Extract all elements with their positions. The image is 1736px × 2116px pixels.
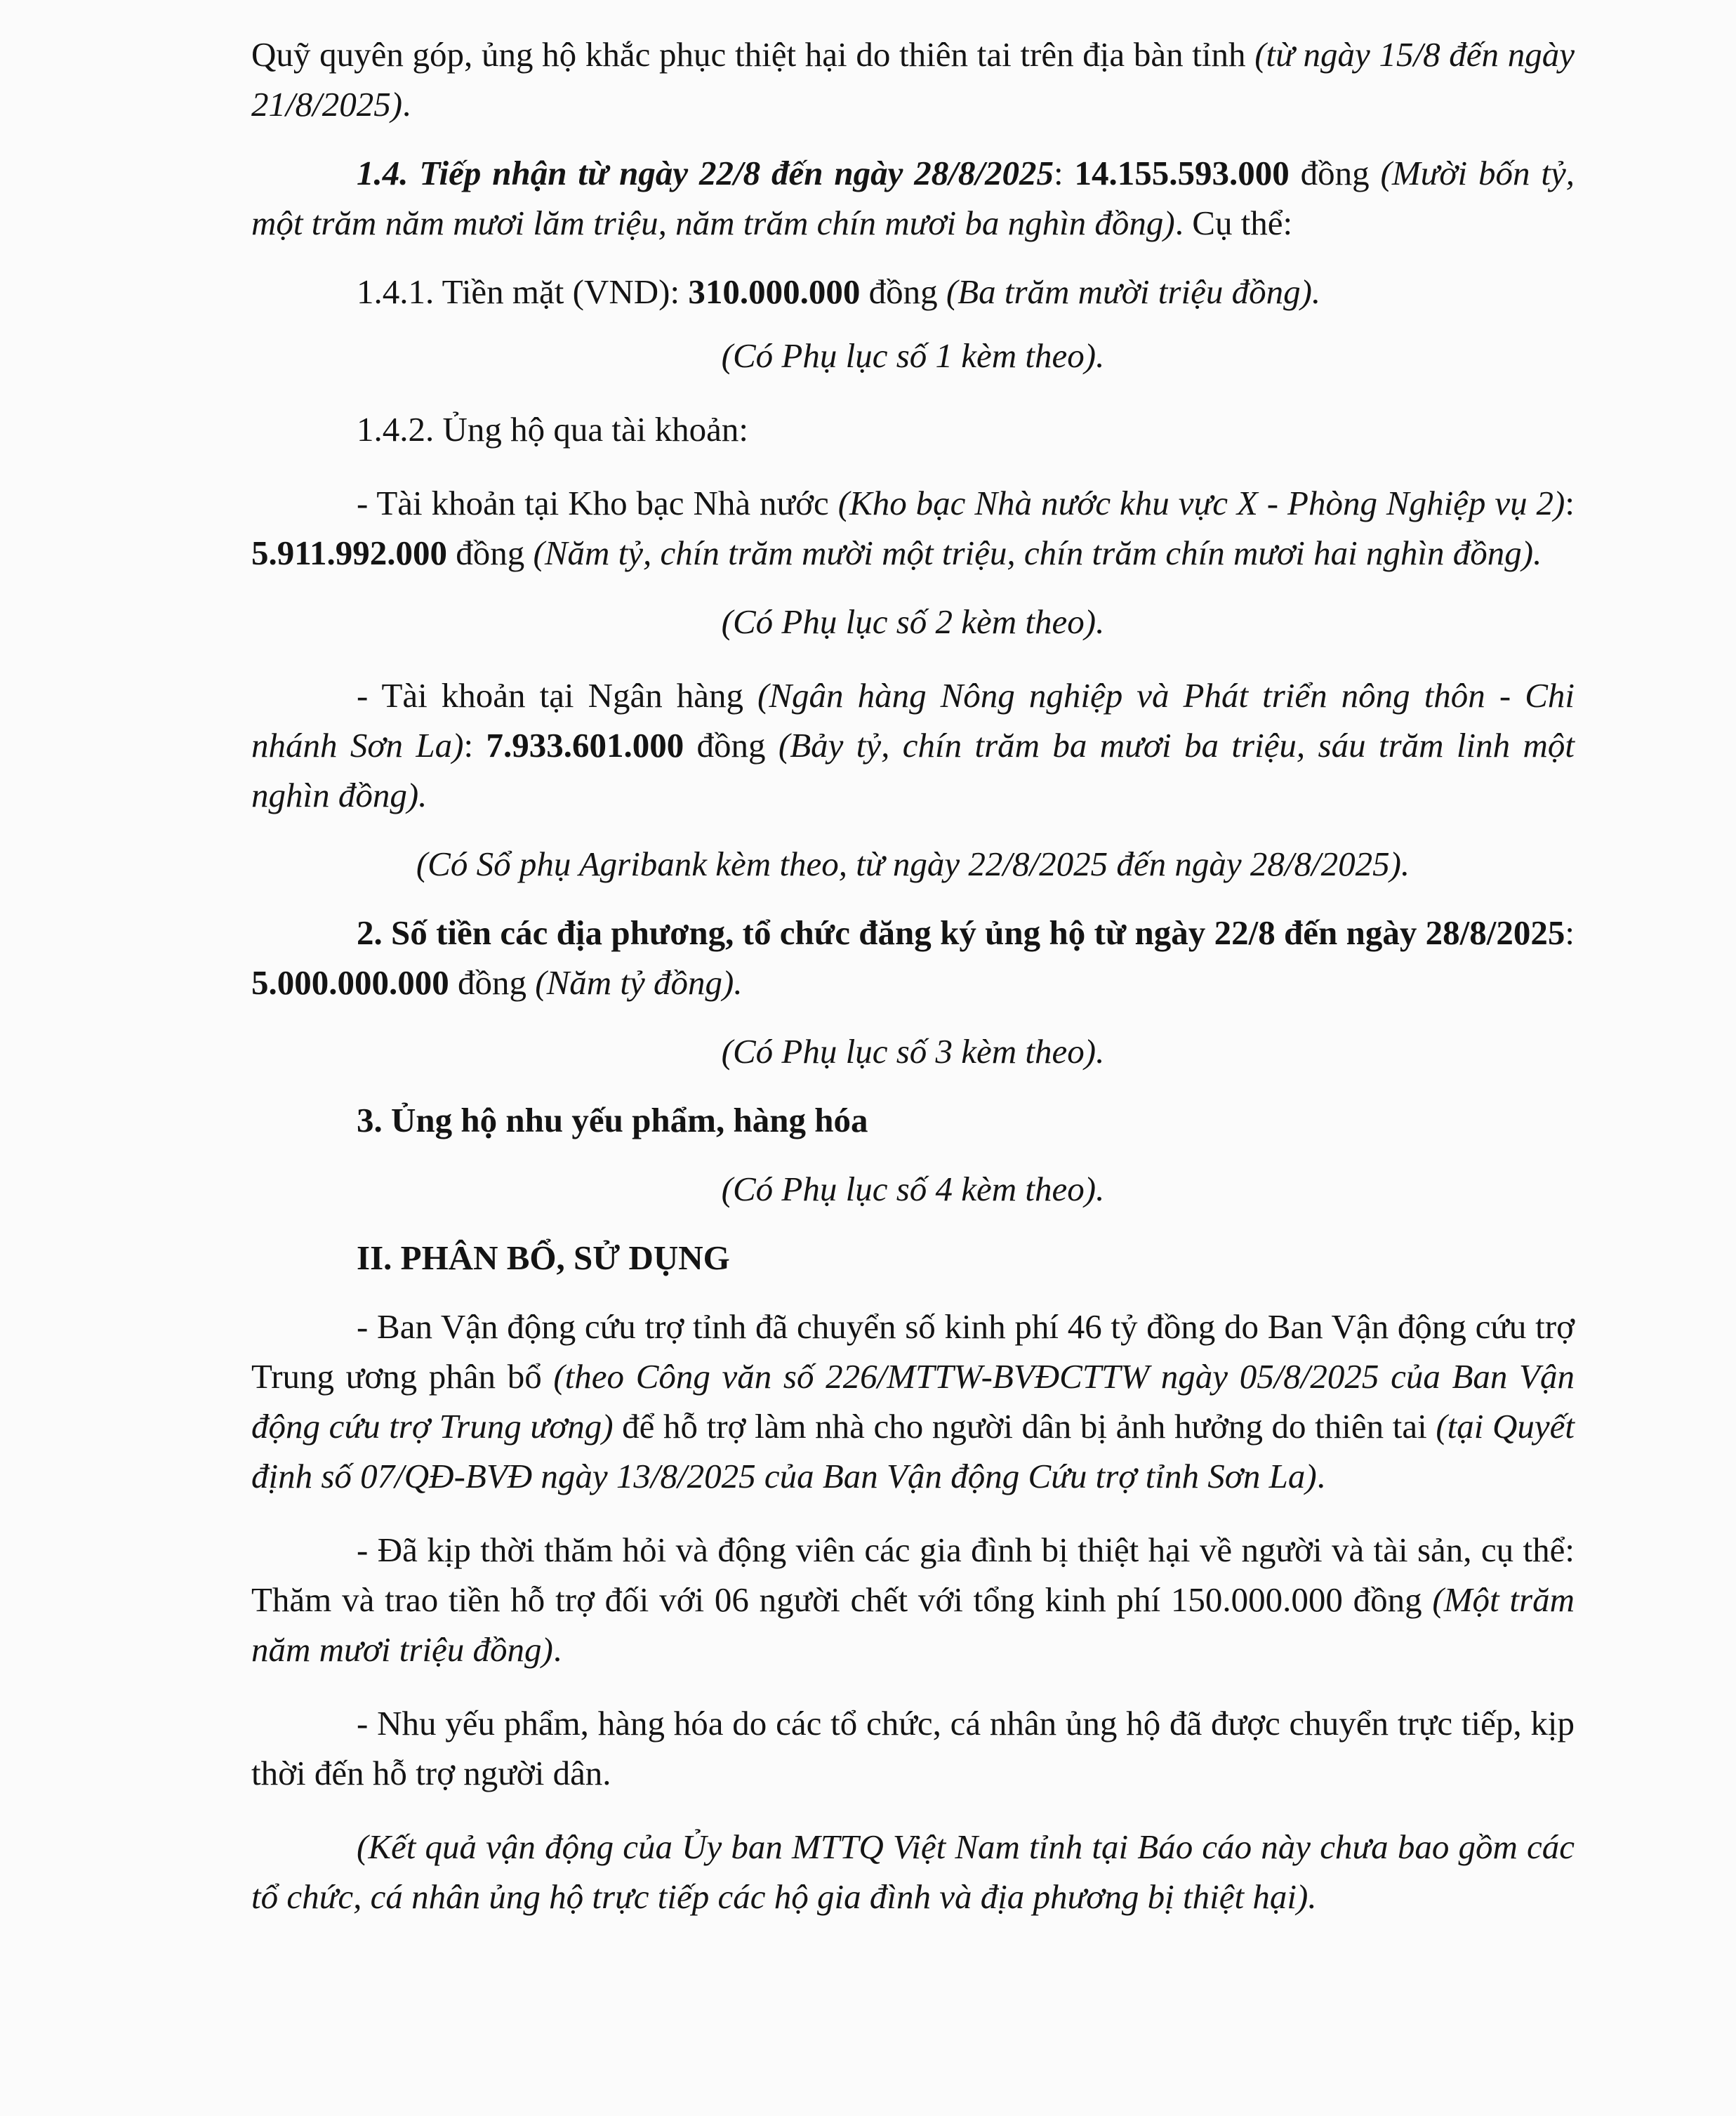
appendix-4-note: (Có Phụ lục số 4 kèm theo). (721, 1170, 1105, 1208)
section-1-4-1-paragraph: 1.4.1. Tiền mặt (VND): 310.000.000 đồng (Ba trăm mười triệu đồng). (357, 272, 1321, 311)
fund-intro-paragraph: Quỹ quyên góp, ủng hộ khắc phục thiệt hại do thiên tai trên địa bàn tỉnh (từ ngày 15/8 đến ngày 21/8/2025). (251, 35, 1575, 124)
bank-account-paragraph: - Tài khoản tại Ngân hàng (Ngân hàng Nông nghiệp và Phát triển nông thôn - Chi nhánh Sơn La): 7.933.601.000 đồng (Bảy tỷ, chín trăm ba mươi ba triệu, sáu trăm linh một nghìn đồng). (251, 676, 1575, 814)
section-2-amount: 5.000.000.000 (251, 963, 449, 1002)
bank-name: (Ngân hàng Nông nghiệp và Phát triển nông thôn - Chi nhánh Sơn La) (251, 676, 1575, 765)
section-1-4-1-label: 1.4.1. Tiền mặt (VND): (357, 272, 689, 311)
agribank-statement-note: (Có Sổ phụ Agribank kèm theo, từ ngày 22/8/2025 đến ngày 28/8/2025). (416, 845, 1410, 883)
support-amount-words: (Một trăm năm mươi triệu đồng) (251, 1580, 1575, 1669)
bank-amount: 7.933.601.000 (486, 726, 684, 765)
section-1-4-heading: 1.4. Tiếp nhận từ ngày 22/8 đến ngày 28/8/2025 (357, 154, 1054, 192)
treasury-amount-words: (Năm tỷ, chín trăm mười một triệu, chín trăm chín mươi hai nghìn đồng). (533, 534, 1542, 572)
allocation-decision-reference: (tại Quyết định số 07/QĐ-BVĐ ngày 13/8/2025 của Ban Vận động Cứu trợ tỉnh Sơn La) (251, 1407, 1575, 1495)
report-scope-note: (Kết quả vận động của Ủy ban MTTQ Việt Nam tỉnh tại Báo cáo này chưa bao gồm các tổ chức, cá nhân ủng hộ trực tiếp các hộ gia đình và địa phương bị thiệt hại). (251, 1827, 1575, 1916)
allocation-bullet-1: - Ban Vận động cứu trợ tỉnh đã chuyển số kinh phí 46 tỷ đồng do Ban Vận động cứu trợ Trung ương phân bổ (theo Công văn số 226/MTTW-BVĐCTTW ngày 05/8/2025 của Ban Vận động cứu trợ Trung ương) để hỗ trợ làm nhà cho người dân bị ảnh hưởng do thiên tai (tại Quyết định số 07/QĐ-BVĐ ngày 13/8/2025 của Ban Vận động Cứu trợ tỉnh Sơn La). (251, 1307, 1575, 1495)
treasury-name: (Kho bạc Nhà nước khu vực X - Phòng Nghiệp vụ 2) (837, 484, 1565, 522)
appendix-3-note: (Có Phụ lục số 3 kèm theo). (721, 1032, 1105, 1071)
section-2-amount-words: (Năm tỷ đồng). (535, 963, 743, 1002)
allocation-bullet-2: - Đã kịp thời thăm hỏi và động viên các gia đình bị thiệt hại về người và tài sản, cụ thể: Thăm và trao tiền hỗ trợ đối với 06 người chết với tổng kinh phí 150.000.000 đồng (Một trăm năm mươi triệu đồng). (251, 1530, 1575, 1669)
bank-amount-words: (Bảy tỷ, chín trăm ba mươi ba triệu, sáu trăm linh một nghìn đồng). (251, 726, 1575, 814)
section-II-heading: II. PHÂN BỔ, SỬ DỤNG (357, 1238, 730, 1277)
section-3-heading: 3. Ủng hộ nhu yếu phẩm, hàng hóa (357, 1101, 868, 1139)
treasury-amount: 5.911.992.000 (251, 534, 448, 572)
section-1-4-amount-words: (Mười bốn tỷ, một trăm năm mươi lăm triệu, năm trăm chín mươi ba nghìn đồng) (251, 154, 1575, 242)
section-1-4-1-amount: 310.000.000 (688, 272, 861, 311)
appendix-1-note: (Có Phụ lục số 1 kèm theo). (721, 336, 1105, 375)
section-1-4-paragraph: 1.4. Tiếp nhận từ ngày 22/8 đến ngày 28/8/2025: 14.155.593.000 đồng (Mười bốn tỷ, một trăm năm mươi lăm triệu, năm trăm chín mươi ba nghìn đồng). Cụ thể: (251, 154, 1575, 242)
section-1-4-1-amount-words: (Ba trăm mười triệu đồng). (946, 272, 1321, 311)
section-2-paragraph: 2. Số tiền các địa phương, tổ chức đăng ký ủng hộ từ ngày 22/8 đến ngày 28/8/2025: 5.000.000.000 đồng (Năm tỷ đồng). (251, 913, 1575, 1002)
allocation-bullet-3: - Nhu yếu phẩm, hàng hóa do các tổ chức, cá nhân ủng hộ đã được chuyển trực tiếp, kịp thời đến hỗ trợ người dân. (251, 1704, 1575, 1792)
section-1-4-amount: 14.155.593.000 (1074, 154, 1290, 192)
allocation-document-reference: (theo Công văn số 226/MTTW-BVĐCTTW ngày 05/8/2025 của Ban Vận động cứu trợ Trung ương) (251, 1357, 1575, 1446)
treasury-account-paragraph: - Tài khoản tại Kho bạc Nhà nước (Kho bạc Nhà nước khu vực X - Phòng Nghiệp vụ 2): 5.911.992.000 đồng (Năm tỷ, chín trăm mười một triệu, chín trăm chín mươi hai nghìn đồng). (251, 484, 1575, 572)
appendix-2-note: (Có Phụ lục số 2 kèm theo). (721, 602, 1105, 641)
section-1-4-2-label: 1.4.2. Ủng hộ qua tài khoản: (357, 410, 748, 449)
section-2-heading: 2. Số tiền các địa phương, tổ chức đăng ký ủng hộ từ ngày 22/8 đến ngày 28/8/2025 (357, 913, 1565, 952)
fund-date-range: (từ ngày 15/8 đến ngày 21/8/2025) (251, 35, 1575, 124)
